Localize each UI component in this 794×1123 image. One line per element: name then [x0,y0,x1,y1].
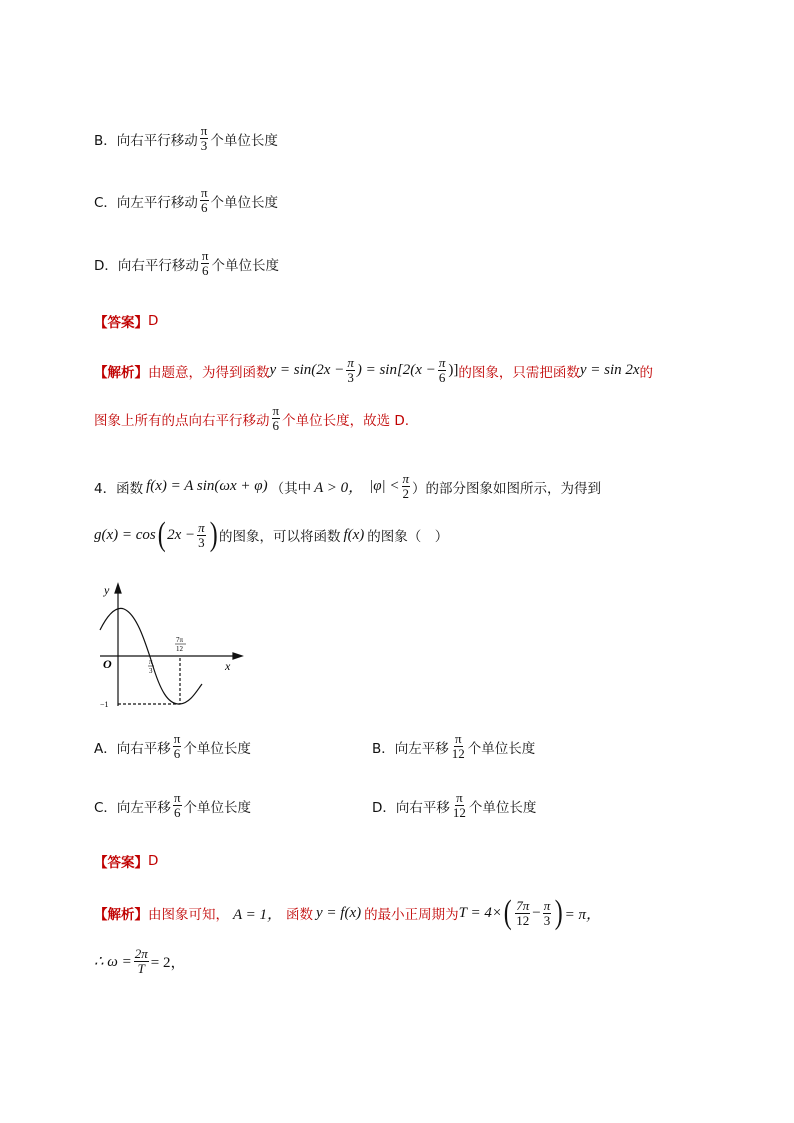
fraction: $\frac{\pi}{12}$ [452,790,466,820]
fraction: $\frac{\pi}{6}$ [272,403,280,433]
math-expr: = 2， [150,955,186,971]
math-expr: A = 1， [233,906,283,923]
fraction: $\frac{2\pi}{T}$ [134,946,148,976]
option-suffix: 个单位长度 [468,799,537,816]
x-axis-label: x [225,659,231,673]
q4-stem-line1 [94,472,601,501]
fraction: $\frac{\pi}{6}$ [173,790,181,820]
fraction: $\frac{\pi}{3}$ [543,897,551,928]
answer-value: D [148,313,159,329]
right-paren: ) [554,894,563,931]
analysis-text: 由图象可知， [148,907,229,923]
fraction: $\frac{\pi}{3}$ [347,355,354,385]
q3-option-d [94,249,279,278]
option-suffix: 个单位长度 [211,257,279,274]
option-suffix: 个单位长度 [467,740,536,757]
q4-analysis-line1 [94,896,601,930]
q4-stem-line2 [94,518,448,552]
left-paren: ( [157,516,166,553]
option-text: D．向右平行移动 [94,257,199,274]
option-suffix: 个单位长度 [183,799,252,816]
math-expr: T = 4× [458,904,502,921]
option-text: D．向右平移 [372,799,450,816]
option-suffix: 个单位长度 [183,740,251,757]
math-expr: A > 0， [314,480,364,496]
q3-analysis-line2 [94,404,409,433]
question-text: 的图象，可以将函数 [218,529,341,545]
fraction: $\frac{\pi}{6}$ [173,731,181,761]
analysis-tag: 【解析】 [94,907,148,923]
origin-label: O [103,657,112,671]
q4-option-b [372,732,535,761]
option-text: A．向右平移 [94,740,171,757]
analysis-text: 的图象，只需把函数 [458,364,580,381]
q4-analysis-line2 [94,947,186,976]
analysis-text: 的 [639,364,654,381]
tick-pi-num: π [149,658,153,666]
option-suffix: 个单位长度 [210,194,279,211]
q3-answer [94,311,158,331]
math-expr: y = f(x) [316,904,362,921]
analysis-text: 函数 [286,907,314,923]
option-text: C．向左平移 [94,799,171,816]
answer-tag: 【答案】 [94,855,148,871]
fraction: $\frac{\pi}{6}$ [438,355,446,385]
math-expr: y = sin 2x [579,362,640,378]
math-expr: y = sin(2x − [269,362,345,378]
y-axis-label: y [104,583,110,597]
option-text: B．向右平行移动 [94,132,198,149]
math-expr: − [532,904,541,921]
left-paren: ( [503,894,512,931]
q4-option-d [372,791,536,820]
answer-value: D [148,853,159,869]
q3-option-c [94,186,278,215]
question-text: 4．函数 [94,480,144,497]
q4-answer [94,851,158,871]
right-paren: ) [209,516,218,553]
question-text: ）的部分图象如图所示，为得到 [412,480,602,497]
question-text: 的图象（ ） [367,529,449,545]
analysis-tag: 【解析】 [94,364,148,381]
math-expr: ) = sin[2(x − [356,362,436,378]
math-expr: ∴ ω = [94,954,132,970]
option-suffix: 个单位长度 [210,132,278,149]
fraction: $\frac{\pi}{3}$ [198,519,205,550]
fraction: $\frac{\pi}{6}$ [200,185,208,215]
math-expr: f(x) = A sin(ωx + φ) [146,478,268,494]
math-expr: f(x) [343,526,365,543]
math-expr: |φ| < [369,478,400,494]
q4-option-a [94,732,251,761]
option-text: C．向左平行移动 [94,194,198,211]
x-axis-arrow [233,653,242,659]
y-axis-arrow [115,584,121,593]
math-expr: )] [448,362,459,378]
q3-option-b [94,124,278,153]
fraction: $\frac{\pi}{2}$ [402,471,410,501]
option-text: B．向左平移 [372,740,449,757]
analysis-text: 的最小正周期为 [364,907,459,923]
fraction: $\frac{\pi}{12}$ [451,731,465,761]
fraction: $\frac{\pi}{6}$ [201,248,209,278]
fraction: $\frac{7\pi}{12}$ [516,897,530,928]
math-expr: = π， [564,906,601,923]
answer-tag: 【答案】 [94,315,148,331]
tick-7pi-den: 12 [176,645,183,653]
minus-one-label: −1 [100,700,109,709]
math-expr: g(x) = cos [94,526,156,543]
q3-analysis-line1 [94,356,653,385]
analysis-text: 个单位长度，故选 D. [282,412,410,429]
q4-option-c [94,791,251,820]
tick-pi-den: 3 [149,667,153,675]
math-expr: 2x − [167,526,196,543]
q4-function-graph [94,578,254,718]
fraction: $\frac{\pi}{3}$ [200,123,208,153]
analysis-text: 图象上所有的点向右平行移动 [94,412,270,429]
analysis-text: 由题意，为得到函数 [148,364,270,381]
question-text: （其中 [270,480,312,497]
tick-7pi-num: 7π [176,636,184,644]
